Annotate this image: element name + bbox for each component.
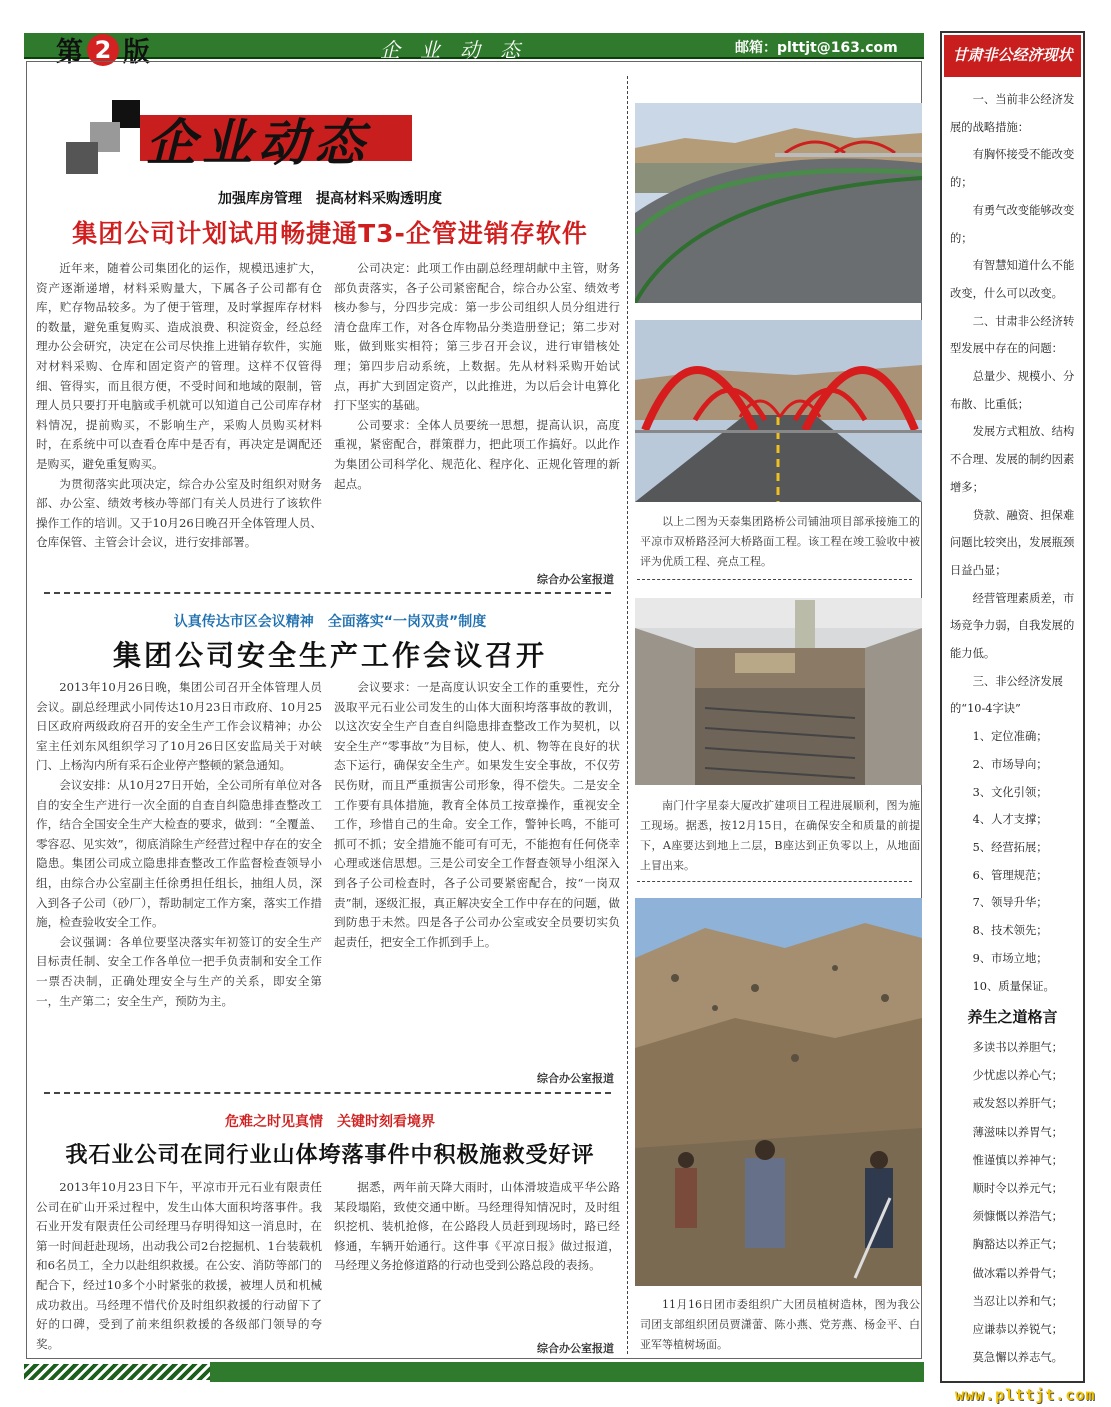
sidebar-list-item: 3、文化引领；: [972, 785, 1048, 799]
edition-suffix: 版: [123, 37, 150, 68]
sidebar-title: 甘肃非公经济现状: [952, 46, 1073, 64]
article3-subtitle: 危难之时见真情 关键时刻看境界: [225, 1114, 435, 1130]
health-item: 须慷慨以养浩气；: [972, 1210, 1063, 1224]
article2-title: 集团公司安全生产工作会议召开: [112, 639, 547, 672]
caption-text: 南门什字星泰大厦改扩建项目工程进展顺利，图为施工现场。据悉，按12月15日，在确保安全和质量的前提下，A座要达到地上二层，B座达到正负零以上，从地面上冒出来。: [640, 799, 920, 872]
health-item: 当忍让以养和气；: [972, 1294, 1063, 1308]
bridge-road-photo: [635, 103, 922, 303]
sidebar-list-item: 2、市场导向；: [972, 757, 1048, 771]
article1-col1: [36, 259, 322, 589]
article2-paragraph: 会议要求：一是高度认识安全工作的重要性，充分汲取平元石业公司发生的山体大面积垮落事故的教训，以这次安全生产自查自纠隐患排查整改工作为契机，以安全生产“零事故”为目标，使人、机、物等在良好的状态下运行，确保安全生产。如果发生安全事故，不仅劳民伤财，而且严重损害公司形象，得不偿失。二是安全工作要有具体措施，教育全体员工按章操作，重视安全工作，珍惜自己的生命。安全工作，警钟长鸣，不能可抓可不抓；安全措施不能可有可无，不能抱有任何侥幸心理或迷信思想。三是公司安全工作督查领导小组深入到各子公司检查时，各子公司要紧密配合，按“一岗双责”制，逐级汇报，真正解决安全工作中存在的问题，做到防患于未然。四是各子公司办公室或安全员要切实负起责任，把安全工作抓到手上。: [334, 680, 620, 949]
sidebar-paragraph: 二、甘肃非公经济转型发展中存在的问题：: [950, 314, 1075, 356]
health-item: 做冰霜以养骨气；: [972, 1266, 1063, 1280]
footer-bar: [210, 1362, 924, 1382]
sidebar-paragraph: 贷款、融资、担保难问题比较突出，发展瓶颈日益凸显；: [950, 508, 1075, 577]
health-item: 多读书以养胆气；: [972, 1041, 1063, 1054]
article1-paragraph: 公司决定：此项工作由副总经理胡献中主管，财务部负责落实，各子公司紧密配合，综合办公室、绩效考核办参与，分四步完成：第一步公司组织人员分组进行清仓盘库工作，对各仓库物品分类造册登记；第二步对账，做到账实相符；第三步召开会议，进行审错核处理；第四步启动系统，上数据。先从材料采购开始试点，再扩大到固定资产，以此推进，为以后会计电算化打下坚实的基础。: [334, 261, 620, 413]
website-link[interactable]: www.plttjt.com: [955, 1386, 1096, 1404]
tree-planting-photo: [635, 898, 922, 1286]
sidebar-list-item: 5、经营拓展；: [972, 840, 1048, 854]
health-item: 莫急懈以养志气。: [972, 1351, 1063, 1365]
health-title: 养生之道格言: [967, 1008, 1058, 1026]
article2-paragraph: 会议安排：从10月27日开始，全公司所有单位对各自的安全生产进行一次全面的自查自纠隐患排查整改工作，结合全国安全生产大检查的要求，做到：“全覆盖、零容忍、见实效”，彻底消除生产经营过程中存在的安全隐患。集团公司成立隐患排查整改工作监督检查领导小组，由综合办公室副主任徐勇担任组长，抽组人员，深入到各子公司（砂厂），帮助制定工作方案，落实工作措施，检查验收安全工作。: [36, 777, 322, 930]
health-item: 胸豁达以养正气；: [972, 1238, 1063, 1252]
health-item: 惟谨慎以养神气；: [972, 1153, 1063, 1167]
article2-subtitle: 认真传达市区会议精神 全面落实“一岗双责”制度: [173, 614, 487, 630]
divider: [637, 579, 912, 580]
caption-text: 11月16日团市委组织广大团员植树造林，图为我公司团支部组织团员贾潇蕾、陈小燕、党芳燕、杨金平、白亚军等植树场面。: [640, 1298, 920, 1351]
article3-paragraph: 2013年10月23日下午，平凉市开元石业有限责任公司在矿山开采过程中，发生山体大面积垮落事件。我石业开发有限责任公司经理马存明得知这一消息时，在第一时间赶赴现场，出动我公司2台挖掘机、1台装载机和6名员工，全力以赴组织救援。在公安、消防等部门的配合下，经过10多个小时紧张的救援，被埋人员和机械成功救出。马经理不惜代价及时组织救援的行动留下了好的口碑，受到了前来组织救援的各级部门领导的夸奖。: [36, 1180, 322, 1351]
sidebar-paragraph: 一、当前非公经济发展的战略措施：: [950, 93, 1075, 134]
sidebar-paragraph: 发展方式粗放、结构不合理、发展的制约因素增多；: [950, 425, 1075, 494]
article1-paragraph: 公司要求：全体人员要统一思想，提高认识，高度重视，紧密配合，群策群力，把此项工作搞好。以此作为集团公司科学化、规范化、程序化、正规化管理的新起点。: [334, 417, 620, 491]
sidebar-list-item: 10、质量保证。: [972, 979, 1055, 993]
bridge-arches-photo: [635, 320, 922, 502]
article1-paragraph: 为贯彻落实此项决定，综合办公室及时组织对财务部、办公室、绩效考核办等部门有关人员进行了该软件操作工作的培训。又于10月26日晚召开全体管理人员、仓库保管、主管会计会议，进行安排部署。: [36, 476, 322, 550]
sidebar-paragraph: 经营管理素质差，市场竞争力弱，自我发展的能力低。: [950, 591, 1075, 661]
sidebar-paragraph: 有智慧知道什么不能改变，什么可以改变。: [950, 259, 1075, 300]
trees-caption: [640, 1295, 920, 1355]
email-link[interactable]: 邮箱：plttjt@163.com: [735, 40, 898, 56]
health-list: [950, 1034, 1080, 1372]
caption-text: 以上二图为天泰集团路桥公司铺油项目部承接施工的平凉市双桥路泾河大桥路面工程。该工程在竣工验收中被评为优质工程、亮点工程。: [640, 515, 920, 568]
divider: [44, 1092, 611, 1094]
sidebar-paragraph: 有胸怀接受不能改变的；: [950, 148, 1075, 190]
article1-col2: [334, 259, 620, 569]
bridge-caption: [640, 512, 920, 572]
health-item: 戒发怒以养肝气；: [972, 1097, 1063, 1111]
article3-title: 我石业公司在同行业山体垮落事件中积极施救受好评: [65, 1143, 595, 1168]
section-title: 企业动态: [380, 38, 540, 62]
logo-square: [66, 142, 98, 174]
article2-paragraph: 会议强调：各单位要坚决落实年初签订的安全生产目标责任制、安全工作各单位一把手负责制和安全工作一票否决制，正确处理安全与生产的关系，即安全第一，生产第二；安全生产，预防为主。: [36, 934, 322, 1008]
edition-prefix: 第: [56, 37, 83, 68]
edition-number: 2: [87, 34, 119, 66]
sidebar-list-item: 6、管理规范；: [972, 868, 1048, 882]
sidebar-paragraph: 三、非公经济发展的“10-4字诀”: [950, 674, 1063, 716]
sidebar-paragraph: 有勇气改变能够改变的；: [950, 203, 1075, 245]
sidebar-list-item: 7、领导升华；: [972, 896, 1048, 910]
construction-photo: [635, 598, 922, 785]
sidebar-list-item: 9、市场立地；: [972, 951, 1048, 965]
sidebar-list-item: 8、技术领先；: [972, 924, 1048, 938]
divider: [44, 592, 611, 594]
article3-col1: [36, 1178, 322, 1354]
article3-source: 综合办公室报道: [537, 1342, 614, 1355]
article3-col2: [334, 1178, 620, 1334]
divider: [637, 881, 912, 882]
health-item: 薄滋味以养胃气；: [972, 1125, 1063, 1139]
health-item: 少忧虑以养心气；: [972, 1069, 1063, 1083]
article3-paragraph: 据悉，两年前天降大雨时，山体滑坡造成平华公路某段塌陷，致使交通中断。马经理得知情况时，及时组织挖机、装机抢修，在公路段人员赶到现场时，路已经修通，车辆开始通行。这件事《平凉日报》做过报道，马经理义务抢修道路的行动也受到公路总段的表扬。: [334, 1180, 620, 1273]
article2-col1: [36, 678, 322, 1066]
article2-source: 综合办公室报道: [537, 1072, 614, 1085]
section-logo: 企业动态: [146, 113, 370, 172]
construction-caption: [640, 796, 920, 876]
health-item: 应谦恭以养锐气；: [972, 1323, 1063, 1337]
article1-source: 综合办公室报道: [537, 573, 614, 586]
article2-col2: [334, 678, 620, 1066]
article1-paragraph: 近年来，随着公司集团化的运作，规模迅速扩大，资产逐渐递增，材料采购量大，下属各子公司都有仓库，贮存物品较多。为了便于管理，及时掌握库存材料的数量，避免重复购买、造成浪费、积淀资金，经总经理办公会研究，决定在公司尽快推上进销存软件，实施对材料采购、仓库和固定资产的管理。这样不仅管得细、管得实，而且很方便，不受时间和地域的限制，管理人员只要打开电脑或手机就可以知道自己公司库存材料情况，提前购买，不影响生产，采购人员购买材料时，在系统中可以查看仓库中是否有，再决定是调配还是购买，避免重复购买。: [36, 261, 322, 471]
article2-paragraph: 2013年10月26日晚，集团公司召开全体管理人员会议。副总经理武小同传达10月23日市政府、10月25日区政府两级政府召开的安全生产工作会议精神；办公室主任刘东风组织学习了10月26日区安监局关于对峡门、上杨沟内所有采石企业停产整顿的紧急通知。: [36, 680, 322, 773]
article1-title: 集团公司计划试用畅捷通T3-企管进销存软件: [72, 219, 588, 248]
sidebar-list-item: 4、人才支撑；: [972, 813, 1048, 827]
health-item: 顺时令以养元气；: [972, 1182, 1063, 1196]
sidebar-text: [950, 86, 1080, 1000]
sidebar-list-item: 1、定位准确；: [972, 730, 1048, 744]
column-divider: [627, 76, 628, 1354]
article1-subtitle: 加强库房管理 提高材料采购透明度: [218, 191, 442, 207]
sidebar-paragraph: 总量少、规模小、分布散、比重低；: [950, 370, 1075, 411]
